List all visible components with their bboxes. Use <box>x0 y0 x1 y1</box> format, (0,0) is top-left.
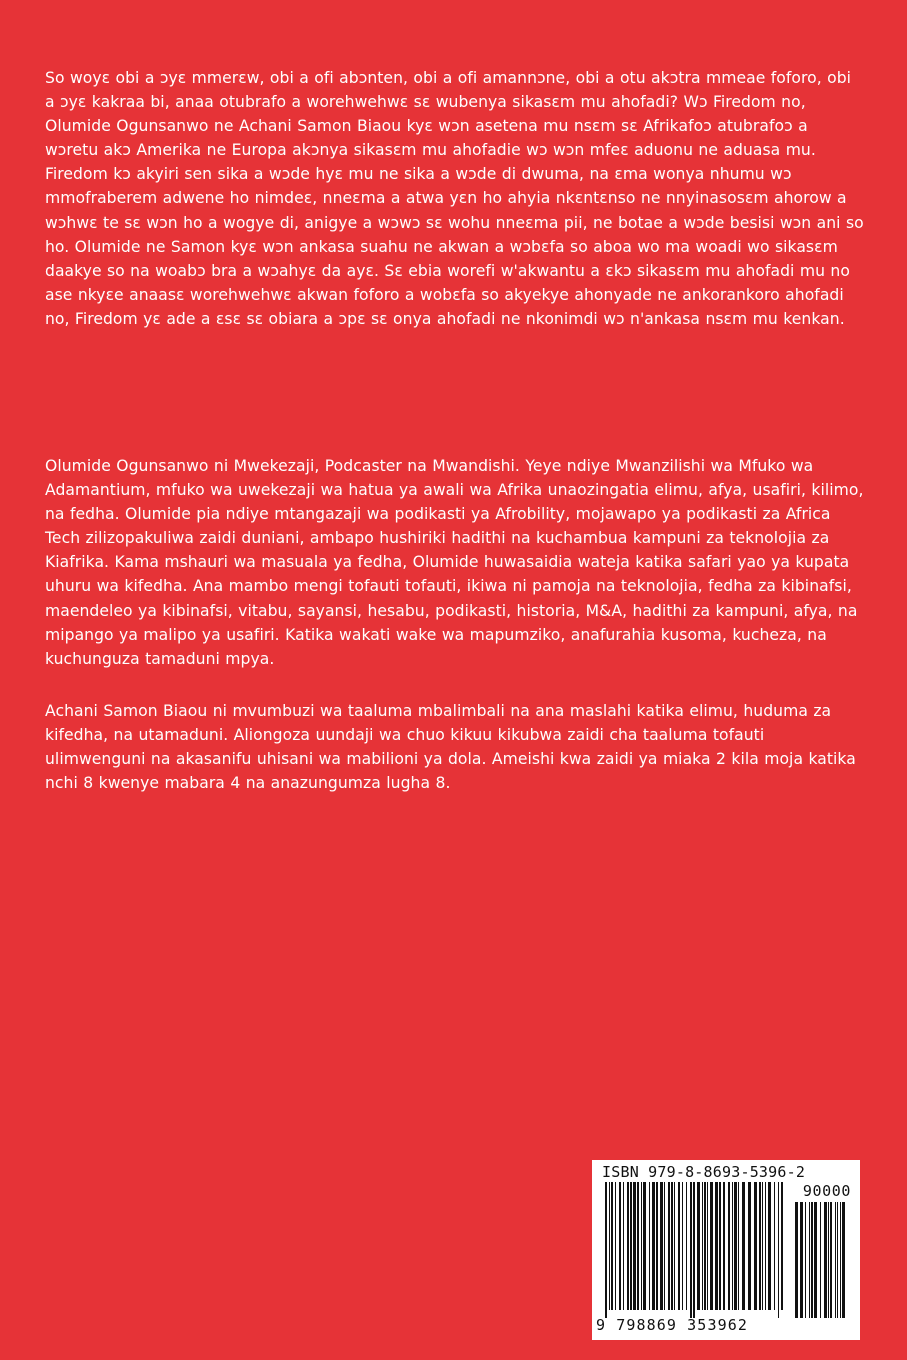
book-description-paragraph: So woyɛ obi a ɔyɛ mmerɛw, obi a ofi abɔnten, obi a ofi amannɔne, obi a otu akɔtra mmeae foforo, obi a ɔyɛ kakraa bi, anaa otubrafo a worehwehwɛ sɛ wubenya sikasɛm mu ahofadi? Wɔ Firedom no, Olumide Ogunsanwo ne Achani Samon Biaou kyɛ wɔn asetena mu nsɛm sɛ Afrikafoɔ atubrafoɔ a wɔretu akɔ Amerika ne Europa akɔnya sikasɛm mu ahofadie wɔ wɔn mfeɛ aduonu ne aduasa mu. Firedom kɔ akyiri sen sika a wɔde hyɛ mu ne sika a wɔde di dwuma, na ɛma wonya nhumu wɔ mmofraberem adwene ho nimdeɛ, nneɛma a atwa yɛn ho ahyia nkɛntɛnso ne nnyinasosɛm ahorow a wɔhwɛ te sɛ wɔn ho a wogye di, anigye a wɔwɔ sɛ wohu nneɛma pii, ne botae a wɔde besisi wɔn ani so ho. Olumide ne Samon kyɛ wɔn ankasa suahu ne akwan a wɔbɛfa so aboa wo ma woadi wo sikasɛm daakye so na woabɔ bra a wɔahyɛ da ayɛ. Sɛ ebia worefi w'akwantu a ɛkɔ sikasɛm mu ahofadi mu no ase nkyɛe anaasɛ worehwehwɛ akwan foforo a wobɛfa so akyekye ahonyade ne ankorankoro ahofadi no, Firedom yɛ ade a ɛsɛ sɛ obiara a ɔpɛ sɛ onya ahofadi ne nkonimdi wɔ n'ankasa nsɛm mu kenkan. <box>45 69 864 328</box>
price-code: 90000 <box>802 1182 851 1200</box>
author-bio-olumide-paragraph: Olumide Ogunsanwo ni Mwekezaji, Podcaster na Mwandishi. Yeye ndiye Mwanzilishi wa Mfuko wa Adamantium, mfuko wa uwekezaji wa hatua ya awali wa Afrika unaozingatia elimu, afya, usafiri, kilimo, na fedha. Olumide pia ndiye mtangazaji wa podikasti ya Afrobility, mojawapo ya podikasti za Africa Tech zilizopakuliwa zaidi duniani, ambapo hushiriki hadithi na kuchambua kampuni za teknolojia za Kiafrika. Kama mshauri wa masuala ya fedha, Olumide huwasaidia wateja katika safari yao ya kupata uhuru wa kifedha. Ana mambo mengi tofauti tofauti, ikiwa ni pamoja na teknolojia, fedha za kibinafsi, maendeleo ya kibinafsi, vitabu, sayansi, hesabu, podikasti, historia, M&A, hadithi za kampuni, afya, na mipango ya malipo ya usafiri. Katika wakati wake wa mapumziko, anafurahia kusoma, kucheza, na kuchunguza tamaduni mpya. <box>45 457 864 668</box>
isbn-label: ISBN 979-8-8693-5396-2 <box>602 1163 806 1181</box>
ean-digits: 9 798869 353962 <box>596 1316 748 1334</box>
author-bio-achani-paragraph: Achani Samon Biaou ni mvumbuzi wa taaluma mbalimbali na ana maslahi katika elimu, huduma za kifedha, na utamaduni. Aliongoza uundaji wa chuo kikuu kikubwa zaidi cha taaluma tofauti ulimwenguni na akasanifu uhisani wa mabilioni ya dola. Ameishi kwa zaidi ya miaka 2 kila moja katika nchi 8 kwenye mabara 4 na anazungumza lugha 8. <box>45 702 856 793</box>
barcode-addon-bars-icon <box>794 1202 850 1318</box>
barcode-bars-icon <box>604 1182 784 1318</box>
isbn-barcode <box>592 1160 860 1340</box>
